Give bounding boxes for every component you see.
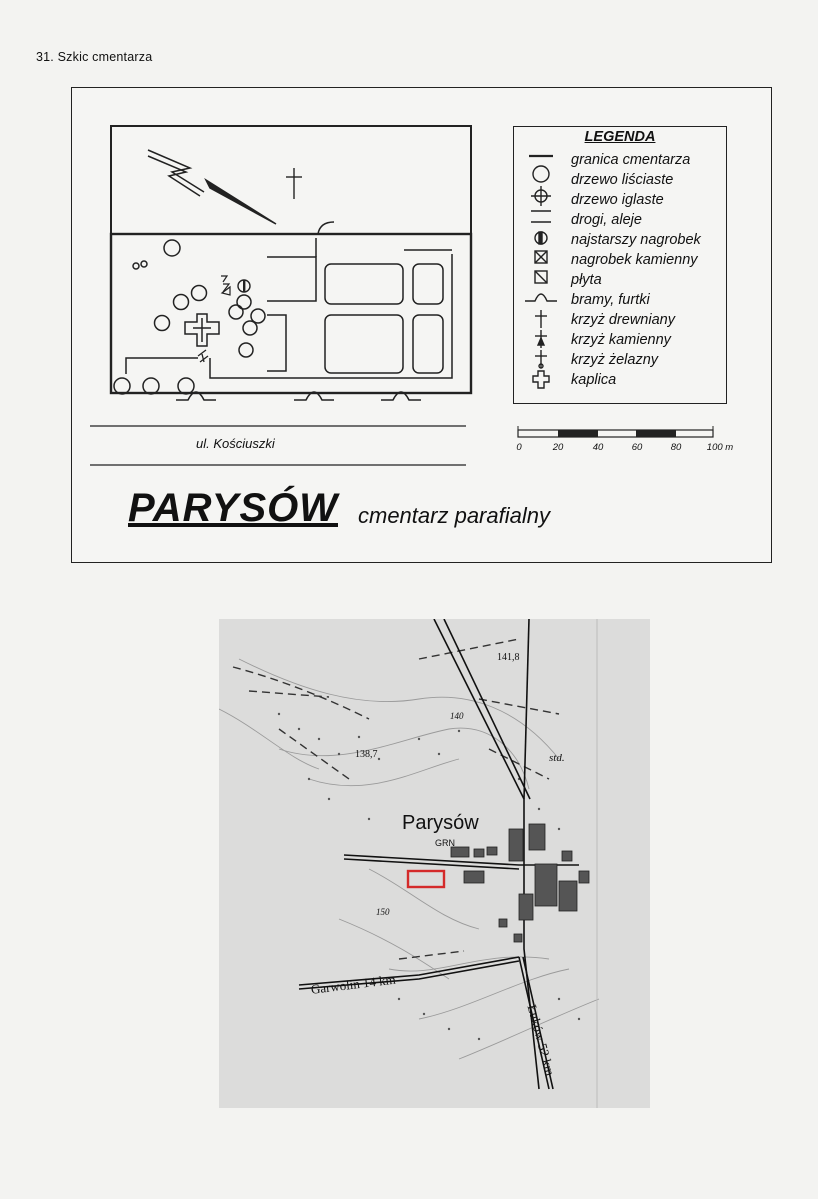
legend-item-gate: bramy, furtki — [571, 292, 650, 308]
road-label-lukow: Łuków 52 km — [524, 1003, 558, 1078]
stone-grave-icon — [221, 276, 230, 295]
north-arrow-icon — [148, 150, 276, 224]
elevation-140: 140 — [450, 711, 464, 721]
legend-item-stone-cross: krzyż kamienny — [571, 332, 671, 348]
top-gate-icon — [318, 222, 334, 234]
scale-label-20: 20 — [552, 442, 564, 453]
elevation-141-8: 141,8 — [497, 652, 520, 663]
wooden-cross-icon — [286, 168, 302, 199]
scale-label-0: 0 — [516, 442, 522, 453]
legend-item-stone-grave: nagrobek kamienny — [571, 252, 698, 268]
page-heading: 31. Szkic cmentarza — [36, 50, 153, 64]
legend-item-iron-cross: krzyż żelazny — [571, 352, 659, 368]
scale-label-80: 80 — [670, 442, 682, 453]
legend — [513, 126, 727, 404]
road-label-garwolin: Garwolin 14 km — [310, 971, 397, 997]
legend-item-boundary: granica cmentarza — [571, 152, 691, 168]
elevation-150: 150 — [376, 907, 390, 917]
dirt-roads — [233, 639, 559, 959]
oldest-grave-icon — [238, 280, 250, 292]
elevation-138-7: 138,7 — [355, 749, 378, 760]
street-label: ul. Kościuszki — [196, 436, 275, 451]
station-label: std. — [549, 752, 565, 764]
legend-item-roads: drogi, aleje — [571, 212, 642, 228]
north-sector — [111, 126, 471, 234]
topo-drawing — [219, 619, 650, 1108]
cemetery-boundary — [111, 234, 471, 393]
town-title: PARYSÓW — [128, 486, 338, 530]
grn-label: GRN — [435, 838, 455, 848]
alleys — [126, 238, 452, 378]
legend-item-deciduous: drzewo liściaste — [571, 172, 674, 188]
legend-item-coniferous: drzewo iglaste — [571, 192, 664, 208]
iron-cross-icon — [198, 350, 208, 362]
village-buildings — [451, 824, 589, 942]
town-label: Parysów — [402, 812, 479, 834]
cemetery-subtitle: cmentarz parafialny — [358, 503, 550, 528]
scale-label-60: 60 — [631, 442, 643, 453]
scale-label-100: 100 m — [706, 442, 734, 453]
topographic-map — [219, 619, 650, 1108]
scale-bar — [518, 426, 713, 437]
deciduous-trees — [114, 240, 265, 394]
cemetery-location-marker — [408, 871, 444, 887]
legend-item-oldest-grave: najstarszy nagrobek — [571, 232, 701, 248]
chapel-icon — [185, 314, 219, 346]
legend-item-wooden-cross: krzyż drewniany — [571, 312, 675, 328]
legend-item-slab: płyta — [571, 272, 602, 288]
legend-item-chapel: kaplica — [571, 372, 617, 388]
scale-label-40: 40 — [592, 442, 604, 453]
cemetery-sketch — [71, 87, 772, 563]
legend-title: LEGENDA — [584, 129, 656, 145]
